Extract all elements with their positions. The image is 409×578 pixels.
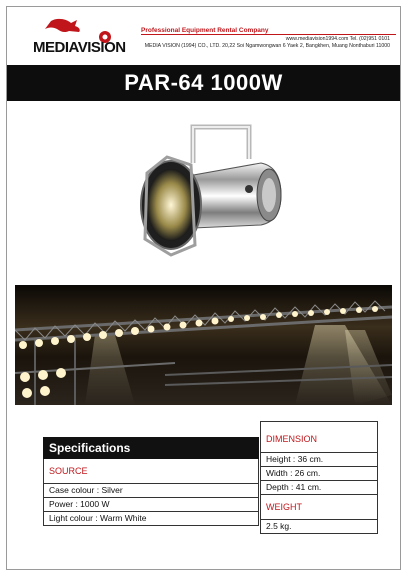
weight-label: WEIGHT [260,495,378,520]
dimension-row-width: Width : 26 cm. [260,467,378,481]
contact-web-phone: www.mediavision1994.com Tel. (02)951 0101 [285,36,390,42]
product-title: PAR-64 1000W [124,70,283,95]
dimension-label: DIMENSION [260,421,378,453]
source-row-power: Power : 1000 W [43,498,259,512]
source-label: SOURCE [43,459,259,484]
header-divider [141,34,396,35]
dimension-weight-table [260,421,378,534]
dimension-row-height: Height : 36 cm. [260,453,378,467]
specifications-heading: Specifications [43,437,259,459]
brand-name: MEDIAVISION [33,39,126,56]
specifications-table [43,437,259,526]
company-tagline: Professional Equipment Rental Company [141,27,269,34]
company-logo [21,17,131,56]
product-image [131,117,291,267]
stage-lighting-photo [15,285,392,405]
dimension-row-depth: Depth : 41 cm. [260,481,378,495]
source-row-case-colour: Case colour : Silver [43,484,259,498]
title-bar [7,65,400,101]
weight-value: 2.5 kg. [260,520,378,534]
spec-sheet [6,6,401,570]
contact-address: MEDIA VISION (1994) CO., LTD. 20,22 Soi Ngamwongwan 6 Yaek 2, Bangkhen, Muang Nonthaburi 11000 [144,43,390,49]
source-row-light-colour: Light colour : Warm White [43,512,259,526]
